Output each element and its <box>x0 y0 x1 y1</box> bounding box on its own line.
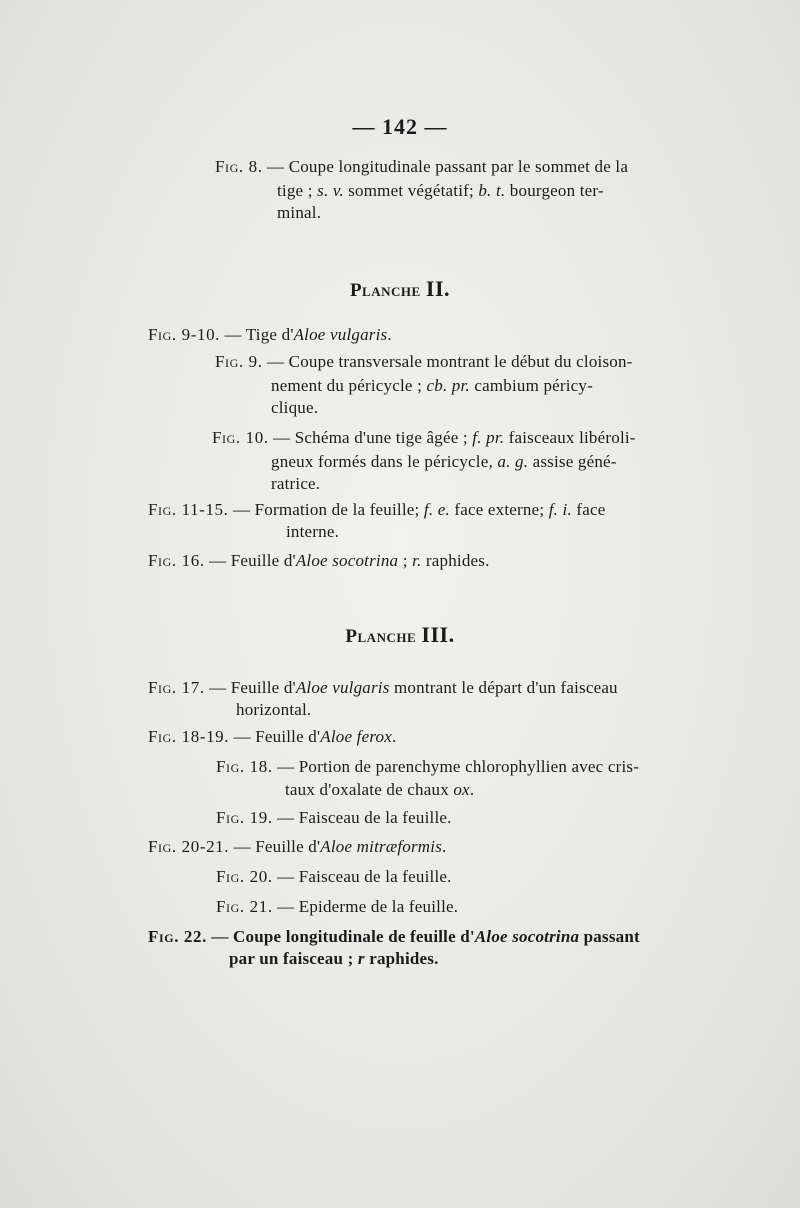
fig10-line1 <box>212 428 636 448</box>
text: raphides. <box>421 551 490 570</box>
planche-2-heading <box>0 276 800 302</box>
fig18-line2 <box>285 780 474 800</box>
text: — Faisceau de la feuille. <box>272 808 452 827</box>
species-name: Aloe ferox <box>320 727 392 746</box>
fig-label: Fig. 19. <box>216 808 273 827</box>
species-name: Aloe vulgaris <box>293 325 388 344</box>
abbrev: r. <box>412 551 422 570</box>
fig11-15-line2: interne. <box>286 522 340 541</box>
page-number: — 142 — <box>352 114 448 139</box>
fig-label: Fig. 21. <box>216 897 273 916</box>
fig9-10-line <box>148 325 392 345</box>
abbrev: a. g. <box>497 452 529 471</box>
text: ; <box>398 551 413 570</box>
fig22-line2 <box>229 949 439 969</box>
fig8-text: Coupe longitudinale passant par le sommet de la <box>288 157 629 176</box>
text: — Tige d' <box>220 325 294 344</box>
planche-number: II. <box>425 276 451 301</box>
text: nement du péricycle ; <box>271 376 427 395</box>
text: . <box>391 727 397 746</box>
fig8-line2 <box>277 181 604 201</box>
fig17-line2: horizontal. <box>236 700 312 719</box>
fig-label: Fig. 11-15. <box>148 500 229 519</box>
text: sommet végétatif; <box>343 181 479 200</box>
species-name: Aloe vulgaris <box>295 678 390 697</box>
fig-label: Fig. 10. <box>212 428 269 447</box>
text: face externe; <box>449 500 549 519</box>
fig-label: Fig. 20-21. <box>148 837 230 856</box>
abbrev: cb. pr. <box>426 376 470 395</box>
text: — Feuille d' <box>204 551 296 570</box>
fig11-15-line1 <box>148 500 605 520</box>
text: . <box>387 325 392 344</box>
fig8-line1 <box>215 157 628 177</box>
fig-label: Fig. 9. <box>215 352 263 371</box>
text: faisceaux libéroli- <box>504 428 636 447</box>
abbrev: s. v. <box>317 181 344 200</box>
species-name: Aloe socotrina <box>295 551 399 570</box>
text: par un faisceau ; <box>229 949 358 968</box>
fig-label: Fig. 18. <box>216 757 273 776</box>
abbrev: r <box>357 949 365 968</box>
fig9-line2 <box>271 376 593 396</box>
fig20-line <box>216 867 452 887</box>
dash: — <box>267 157 285 176</box>
planche-3-heading <box>0 622 800 648</box>
text: — Formation de la feuille; <box>228 500 424 519</box>
text: raphides. <box>364 949 439 968</box>
text: . <box>442 837 447 856</box>
species-name: Aloe mitræformis <box>320 837 443 856</box>
text: — Schéma d'une tige âgée ; <box>268 428 473 447</box>
text: taux d'oxalate de chaux <box>285 780 454 799</box>
text: passant <box>579 927 640 946</box>
fig9-line3: clique. <box>271 398 319 417</box>
fig-label: Fig. 20. <box>216 867 273 886</box>
text: — Coupe transversale montrant le début du cloison- <box>262 352 633 371</box>
abbrev: f. pr. <box>472 428 505 447</box>
text: face <box>571 500 606 519</box>
fig21-line <box>216 897 458 917</box>
text: tige ; <box>277 181 318 200</box>
abbrev: b. t. <box>478 181 506 200</box>
species-name: Aloe socotrina <box>474 927 580 946</box>
planche-number: III. <box>421 622 455 647</box>
fig-label: Fig. 17. <box>148 678 205 697</box>
fig17-line1 <box>148 678 618 698</box>
fig10-line3: ratrice. <box>271 474 321 493</box>
fig9-line1 <box>215 352 633 372</box>
text: — Feuille d' <box>229 837 321 856</box>
text: gneux formés dans le péricycle, <box>271 452 498 471</box>
fig10-line2 <box>271 452 617 472</box>
fig22-line1 <box>148 927 640 947</box>
text: . <box>469 780 475 799</box>
fig16-line <box>148 551 490 571</box>
fig-label: Fig. 9-10. <box>148 325 221 344</box>
abbrev: f. e. <box>423 500 450 519</box>
abbrev: f. i. <box>548 500 572 519</box>
fig19-line <box>216 808 452 828</box>
text: assise géné- <box>528 452 617 471</box>
abbrev: ox <box>453 780 470 799</box>
fig-label: Fig. 18-19. <box>148 727 230 746</box>
fig-label: Fig. 8. <box>215 157 263 176</box>
text: bourgeon ter- <box>505 181 604 200</box>
text: — Portion de parenchyme chlorophyllien avec cris- <box>272 757 640 776</box>
text: — Faisceau de la feuille. <box>272 867 452 886</box>
text: montrant le départ d'un faisceau <box>389 678 618 697</box>
text: — Feuille d' <box>229 727 321 746</box>
planche-title: Planche <box>345 626 417 647</box>
fig8-line3: minal. <box>277 203 322 222</box>
text: — Feuille d' <box>204 678 296 697</box>
fig-label: Fig. 22. <box>148 927 207 946</box>
fig18-19-line <box>148 727 396 747</box>
text: cambium péricy- <box>469 376 593 395</box>
fig20-21-line <box>148 837 446 857</box>
planche-title: Planche <box>349 280 421 301</box>
text: — Epiderme de la feuille. <box>272 897 459 916</box>
fig18-line1 <box>216 757 639 777</box>
text: — Coupe longitudinale de feuille d' <box>206 927 475 946</box>
fig-label: Fig. 16. <box>148 551 205 570</box>
